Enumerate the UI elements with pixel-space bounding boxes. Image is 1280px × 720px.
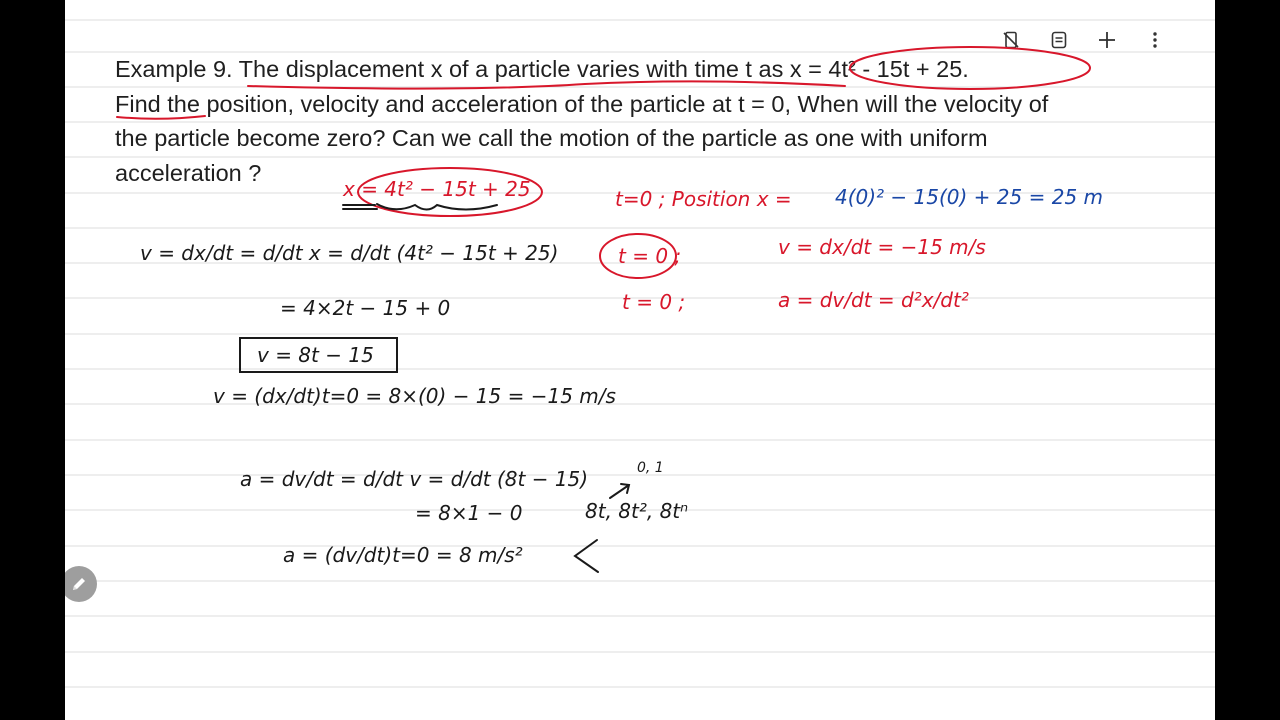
bracket-mark (575, 540, 598, 572)
velocity-definition: v = dx/dt = d/dt x = d/dt (4t² − 15t + 25) (140, 241, 559, 265)
notebook-page[interactable] (65, 0, 1215, 720)
acceleration-at-zero: a = (dv/dt)t=0 = 8 m/s² (283, 543, 523, 567)
pencil-icon (69, 574, 89, 594)
position-calculation: 4(0)² − 15(0) + 25 = 25 m (835, 185, 1104, 209)
brace-underline (377, 204, 497, 210)
acceleration-right: a = dv/dt = d²x/dt² (778, 288, 969, 312)
question-line-3: the particle become zero? Can we call the motion of the particle as one with uniform (115, 125, 988, 151)
question-statement: The displacement x of a particle varies with time t as (238, 56, 790, 82)
arrow-mark (610, 484, 629, 498)
acceleration-step: = 8×1 − 0 (415, 501, 523, 525)
underline-statement (248, 81, 845, 88)
t0-circled: t = 0 ; (618, 244, 682, 268)
question-line-2: Find the position, velocity and acceleration of the particle at t = 0, When will the velocity of (115, 90, 1049, 117)
question-line-4: acceleration ? (115, 159, 262, 186)
velocity-right: v = dx/dt = −15 m/s (778, 235, 986, 259)
acceleration-definition: a = dv/dt = d/dt v = d/dt (8t − 15) (240, 467, 589, 491)
power-note: 0, 1 (637, 460, 664, 476)
velocity-step: = 4×2t − 15 + 0 (280, 296, 451, 320)
equation-copy: x = 4t² − 15t + 25 (343, 177, 531, 201)
t0-acceleration: t = 0 ; (622, 290, 686, 314)
handwriting-layer (65, 0, 1215, 720)
velocity-result: v = 8t − 15 (257, 343, 374, 367)
double-underline (343, 205, 377, 209)
example-label: Example 9. (115, 56, 239, 82)
circle-equation (850, 47, 1090, 89)
question-equation: x = 4t² - 15t + 25. (789, 56, 969, 82)
velocity-at-zero: v = (dx/dt)t=0 = 8×(0) − 15 = −15 m/s (213, 384, 616, 408)
power-terms: 8t, 8t², 8tⁿ (585, 499, 689, 523)
t0-position-label: t=0 ; Position x = (615, 187, 792, 211)
underline-find-the (117, 116, 205, 119)
